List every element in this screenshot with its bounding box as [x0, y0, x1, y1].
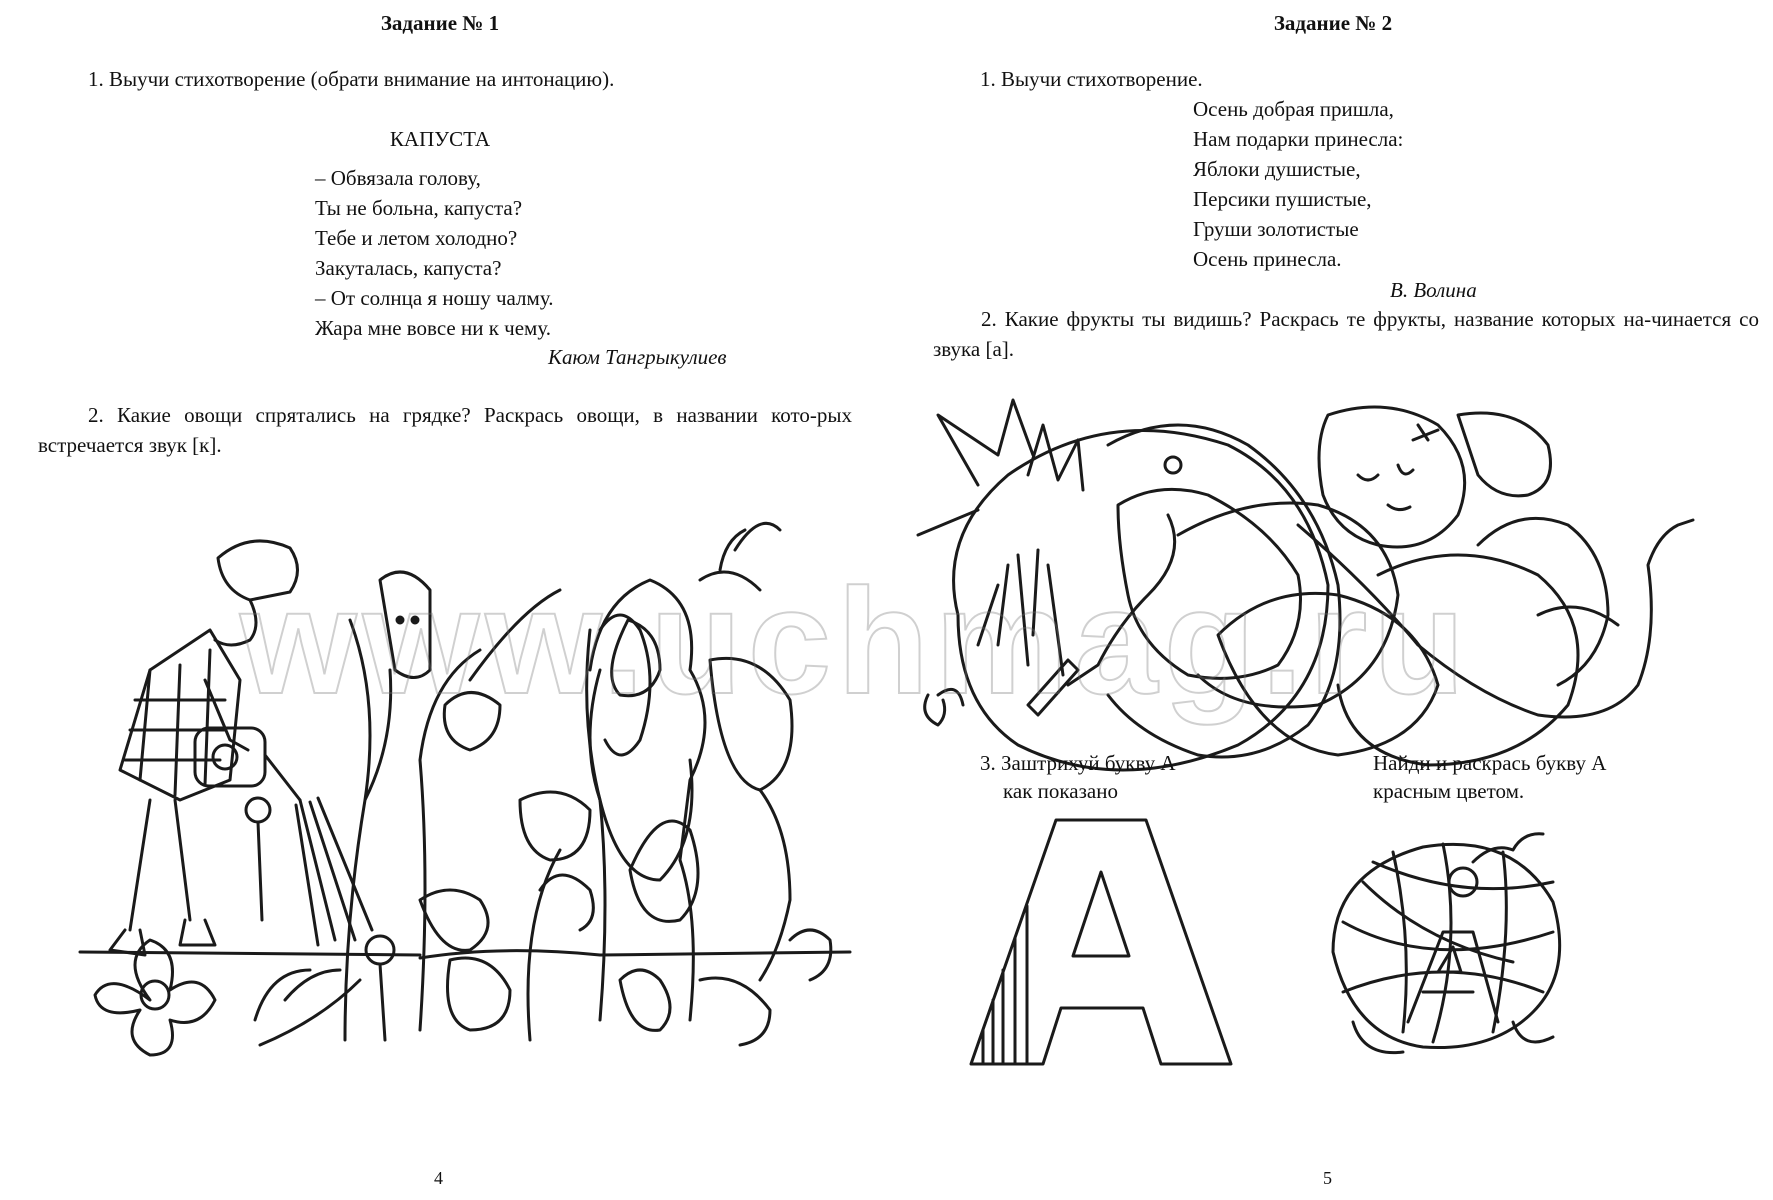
- right-page-title: Задание № 2: [1273, 11, 1393, 35]
- left-page-number: 4: [434, 1168, 443, 1188]
- left-task1-text: 1. Выучи стихотворение (обрати внимание на интонацию).: [88, 67, 615, 91]
- poem-line: Яблоки душистые,: [1193, 157, 1361, 181]
- watermark: www.uchmag.ru: [240, 557, 1471, 725]
- task3-line2: как показано: [1003, 779, 1118, 803]
- task4-line2: красным цветом.: [1373, 779, 1525, 803]
- poem-line: Осень принесла.: [1193, 247, 1342, 271]
- right-task2-text: 2. Какие фрукты ты видишь? Раскрась те фрукты, название которых на-чинается со звука [а].: [933, 307, 1759, 361]
- poem-line: Нам подарки принесла:: [1193, 127, 1404, 151]
- outlined-letter-a: [971, 818, 1231, 1068]
- right-poem: [1193, 94, 1403, 274]
- left-poem: [315, 163, 553, 343]
- right-task1-text: 1. Выучи стихотворение.: [980, 67, 1203, 91]
- girl-figure: [110, 541, 372, 955]
- poem-line: – Обвязала голову,: [315, 166, 481, 190]
- poem-line: – От солнца я ношу чалму.: [315, 286, 554, 310]
- left-page-title: Задание № 1: [380, 11, 500, 35]
- poem-line: Груши золотистые: [1193, 217, 1359, 241]
- garden-illustration: [0, 500, 880, 1060]
- task4-line1: Найди и раскрась букву А: [1373, 751, 1607, 775]
- overlapping-fruits-illustration: [918, 385, 1738, 805]
- task3-line1: 3. Заштрихуй букву А: [980, 751, 1176, 775]
- poem-line: Ты не больна, капуста?: [315, 196, 523, 220]
- poem-line: Закуталась, капуста?: [315, 256, 502, 280]
- poem-title: КАПУСТА: [389, 127, 491, 151]
- left-poem-author: Каюм Тангрыкулиев: [548, 345, 727, 369]
- poem-line: Персики пушистые,: [1193, 187, 1372, 211]
- poem-line: Тебе и летом холодно?: [315, 226, 518, 250]
- right-page-number: 5: [1323, 1168, 1332, 1188]
- left-page: [0, 0, 880, 1200]
- yarn-ball-with-letter-a: [1313, 822, 1573, 1062]
- left-task2-text: 2. Какие овощи спрятались на грядке? Раскрась овощи, в названии кото-рых встречается звук [к].: [38, 403, 852, 457]
- poem-line: Жара мне вовсе ни к чему.: [315, 316, 551, 340]
- vegetable-plants: [345, 523, 831, 1045]
- right-poem-author: В. Волина: [1390, 278, 1477, 302]
- poem-line: Осень добрая пришла,: [1193, 97, 1394, 121]
- right-page: [893, 0, 1773, 1200]
